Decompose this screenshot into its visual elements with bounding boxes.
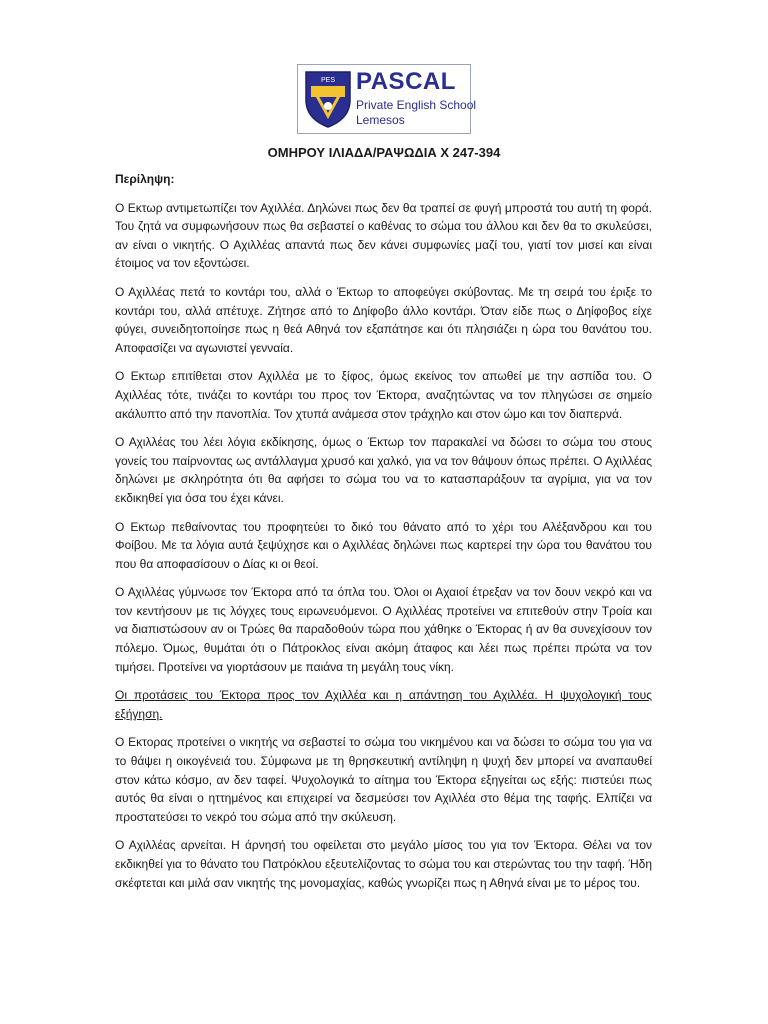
analysis-paragraph-2: Ο Αχιλλέας αρνείται. Η άρνησή του οφείλεται στο μεγάλο μίσος του για τον Έκτορα. Θέλει να τον εκδικηθεί για το θάνατο του Πατρόκλου εξευτελίζοντας το σώμα του και στερώντας του την ταφή. Ήδη σκέφτεται και μιλά σαν νικητής της μονομαχίας, καθώς γνωρίζει πως η Αθηνά είναι με το μέρος του. — [115, 838, 652, 890]
summary-label: Περίληψη: — [115, 172, 175, 186]
summary-paragraph-3: Ο Εκτωρ επιτίθεται στον Αχιλλέα με το ξίφος, όμως εκείνος τον απωθεί με την ασπίδα του. Ο Αχιλλέας τότε, τινάζει το κοντάρι του προς τον Έκτορα, αναζητώντας να τον πληγώσει σε σημείο ακάλυπτο από την πανοπλία. Τον χτυπά ανάμεσα στον τράχηλο και στον ώμο και τον διαπερνά. — [115, 369, 652, 421]
summary-paragraph-1: Ο Εκτωρ αντιμετωπίζει τον Αχιλλέα. Δηλώνει πως δεν θα τραπεί σε φυγή μπροστά του αυτή τη φορά. Του ζητά να συμφωνήσουν πως θα σεβαστεί ο καθένας το σώμα του άλλου και δεν θα το σκυλεύσει, αν είναι ο νικητής. Ο Αχιλλέας απαντά πως δεν κάνει συμφωνίες μαζί του, γιατί τον μισεί και είναι έτοιμος να τον εξοντώσει. — [115, 200, 652, 271]
analysis-paragraph-1: Ο Εκτορας προτείνει ο νικητής να σεβαστεί το σώμα του νικημένου και να δώσει το σώμα του για να το θάψει η οικογένειά του. Σύμφωνα με τη θρησκευτική αντίληψη η ψυχή δεν μπορεί να αναπαυθεί στον κάτω κόσμο, αν δεν ταφεί. Ψυχολογικά το αίτημα του Έκτορα εξηγείται ως εξής: πιστεύει πως αυτός θα είναι ο ηττημένος και επιχειρεί να δεσμεύσει τον Αχιλλέα στο θέμα της ταφής. Ελπίζει να προστατεύσει το νεκρό του σώμα από την σκύλευση. — [115, 735, 652, 824]
school-logo — [297, 64, 477, 134]
logo-title: PASCAL — [356, 68, 456, 95]
crest-text: PES — [320, 77, 336, 84]
summary-paragraph-2: Ο Αχιλλέας πετά το κοντάρι του, αλλά ο Έκτωρ το αποφεύγει σκύβοντας. Με τη σειρά του έριξε το κοντάρι του, αλλά απέτυχε. Ζήτησε από το Δηίφοβο άλλο κοντάρι. Όταν είδε πως ο Δηίφοβος είχε φύγει, συνειδητοποίησε πως η θεά Αθηνά τον εξαπάτησε και ότι πλησιάζει η ώρα του θανάτου του. Αποφασίζει να αγωνιστεί γενναία. — [115, 284, 652, 355]
document-title: ΟΜΗΡΟΥ ΙΛΙΑΔΑ/ΡΑΨΩΔΙΑ Χ 247-394 — [267, 145, 501, 160]
logo-subtitle: Private English School — [356, 98, 477, 112]
logo-location: Lemesos — [356, 113, 405, 127]
summary-paragraph-6: Ο Αχιλλέας γύμνωσε τον Έκτορα από τα όπλα του. Όλοι οι Αχαιοί έτρεξαν να τον δουν νεκρό και να τον κεντήσουν με τις λόγχες τους ειρωνευόμενοι. Ο Αχιλλέας προτείνει να επιτεθούν στην Τροία και να διαπιστώσουν αν οι Τρώες θα παραδοθούν τώρα που χάθηκε ο Έκτορας ή αν θα συνεχίσουν τον πόλεμο. Όμως, θυμάται ότι ο Πάτροκλος είναι ακόμη άταφος και λέει πως πρέπει πρώτα να τον τιμήσει. Προτείνει να γιορτάσουν με παιάνα τη μεγάλη τους νίκη. — [115, 585, 652, 674]
summary-paragraph-5: Ο Εκτωρ πεθαίνοντας του προφητεύει το δικό του θάνατο από το χέρι του Αλέξανδρου και του Φοίβου. Με τα λόγια αυτά ξεψύχησε και ο Αχιλλέας δηλώνει πως καρτερεί την ώρα του θανάτου του που θα αποφασίσουν ο Δίας κι οι θεοί. — [115, 519, 652, 571]
summary-paragraph-4: Ο Αχιλλέας του λέει λόγια εκδίκησης, όμως ο Έκτωρ τον παρακαλεί να δώσει το σώμα του στους γονείς του παίρνοντας ως αντάλλαγμα χρυσό και χαλκό, για να τον θάψουν όπως πρέπει. Ο Αχιλλέας δηλώνει με σκληρότητα ότι θα αφήσει το σώμα του να το κατασπαράξουν τα αγρίμια, για να τον εκδικηθεί για όσα του έχει κάνει. — [115, 435, 652, 505]
section-heading: Οι προτάσεις του Έκτορα προς τον Αχιλλέα και η απάντηση του Αχιλλέα. Η ψυχολογική τους εξήγηση. — [115, 688, 652, 721]
crest-icon — [304, 70, 352, 128]
document-body — [115, 170, 652, 902]
